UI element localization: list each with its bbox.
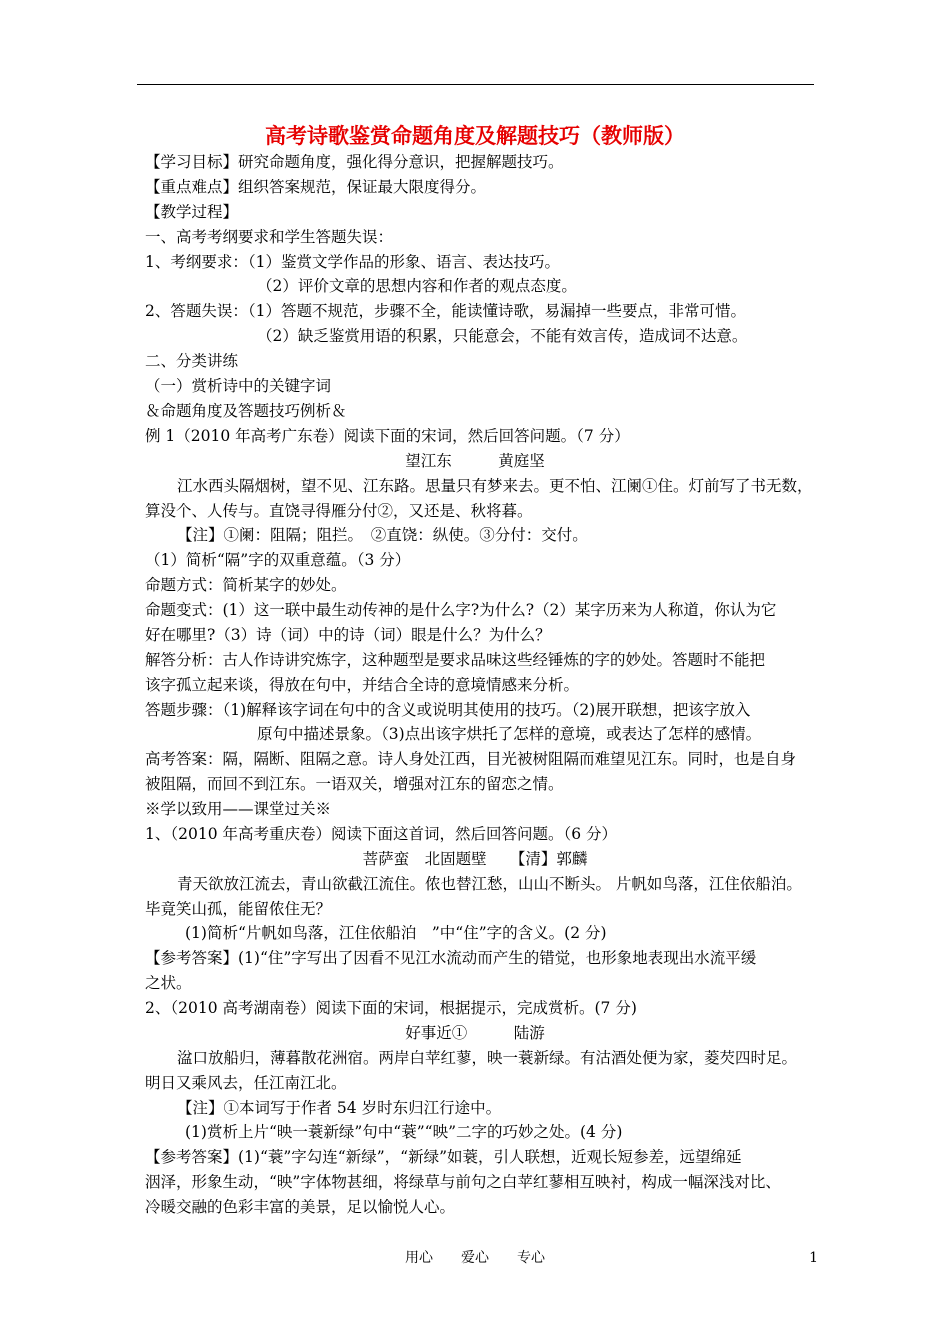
page-number: 1 [809,1250,818,1266]
section-heading-two: 二、分类讲练 [145,352,239,370]
line-answer-analysis-cont: 该字孤立起来谈，得放在句中，并结合全诗的意境情感来分析。 [145,676,580,694]
line-syllabus-1: 1、考纲要求：（1）鉴赏文学作品的形象、语言、表达技巧。 [145,253,560,271]
poem-text-2-cont: 毕竟笑山孤，能留侬住无？ [145,900,332,918]
poem-text-2: 青天欲放江流去，青山欲截江流住。侬也替江愁，山山不断头。 片帆如鸟落，江住依船泊。 [177,875,802,893]
line-exam-answer-cont: 被阻隔，而回不到江东。一语双关，增强对江东的留恋之情。 [145,775,564,793]
question-1: （1）简析“隔”字的双重意蕴。（3 分） [145,551,411,569]
line-answer-steps-cont: 原句中描述景象。（3)点出该字烘托了怎样的意境，或表达了怎样的感情。 [257,725,762,743]
line-question-variant-cont: 好在哪里?（3）诗（词）中的诗（词）眼是什么？为什么？ [145,626,551,644]
reference-answer-2-cont: 洇泽，形象生动，“映”字体物甚细，将绿草与前句之白苹红蓼相互映衬，构成一幅深浅对比、 [145,1173,781,1191]
poem-note-1: 【注】①阑：阻隔；阻拦。 ②直饶：纵使。③分付：交付。 [177,526,588,544]
poem-title-1: 望江东 黄庭坚 [405,452,545,470]
line-errors-2: （2）缺乏鉴赏用语的积累，只能意会，不能有效言传，造成词不达意。 [257,327,748,345]
line-exam-answer: 高考答案：隔，隔断、阻隔之意。诗人身处江西，目光被树阻隔而难望见江东。同时，也是自身 [145,750,797,768]
line-learning-goal: 【学习目标】研究命题角度，强化得分意识，把握解题技巧。 [145,153,564,171]
line-question-method: 命题方式：简析某字的妙处。 [145,576,347,594]
line-practice-heading: ※学以致用——课堂过关※ [145,800,332,818]
question-3: (1)赏析上片“映一蓑新绿”句中“蓑”“映”二字的巧妙之处。(4 分) [185,1123,623,1141]
poem-text-3: 湓口放船归，薄暮散花洲宿。两岸白苹红蓼，映一蓑新绿。有沽酒处便为家，菱芡四时足。 [177,1049,798,1067]
poem-title-2: 菩萨蛮 北固题壁 【清】郭麟 [362,850,588,868]
line-errors-1: 2、答题失误：（1）答题不规范，步骤不全，能读懂诗歌，易漏掉一些要点，非常可惜。 [145,302,746,320]
line-syllabus-2: （2）评价文章的思想内容和作者的观点态度。 [257,277,577,295]
poem-note-3: 【注】①本词写于作者 54 岁时东归江行途中。 [177,1099,502,1117]
line-practice-2: 2、（2010 高考湖南卷）阅读下面的宋词，根据提示，完成赏析。(7 分) [145,999,637,1017]
poem-text-1-cont: 算没个、人传与。直饶寻得雁分付②，又还是、秋将暮。 [145,502,533,520]
reference-answer-1: 【参考答案】(1)“住”字写出了因看不见江水流动而产生的错觉，也形象地表现出水流平缓 [145,949,757,967]
line-practice-1: 1、（2010 年高考重庆卷）阅读下面这首词，然后回答问题。（6 分） [145,825,618,843]
line-key-difficulty: 【重点难点】组织答案规范，保证最大限度得分。 [145,178,487,196]
line-example-1: 例 1（2010 年高考广东卷）阅读下面的宋词，然后回答问题。（7 分） [145,427,630,445]
page-title: 高考诗歌鉴赏命题角度及解题技巧（教师版） [265,123,685,148]
line-question-variant: 命题变式：(1）这一联中最生动传神的是什么字?为什么?（2）某字历来为人称道，你认为它 [145,601,777,619]
header-rule [137,84,814,85]
line-answer-steps: 答题步骤：（1)解释该字词在句中的含义或说明其使用的技巧。（2)展开联想，把该字放入 [145,701,751,719]
page-footer: 用心 爱心 专心 [405,1250,545,1266]
line-teaching-process: 【教学过程】 [145,203,239,221]
line-analysis-heading: ＆命题角度及答题技巧例析＆ [145,402,347,420]
poem-text-3-cont: 明日又乘风去，任江南江北。 [145,1074,347,1092]
poem-title-3: 好事近① 陆游 [405,1024,545,1042]
reference-answer-1-cont: 之状。 [145,974,192,992]
reference-answer-2-end: 冷暖交融的色彩丰富的美景，足以愉悦人心。 [145,1198,456,1216]
subsection-heading: （一）赏析诗中的关键字词 [145,377,332,395]
reference-answer-2: 【参考答案】(1)“蓑”字勾连“新绿”，“新绿”如蓑，引人联想，近观长短参差，远望绵延 [145,1148,742,1166]
question-2: (1)简析“片帆如鸟落，江住依船泊 ”中“住”字的含义。(2 分) [185,924,607,942]
poem-text-1: 江水西头隔烟树，望不见、江东路。思量只有梦来去。更不怕、江阑①住。灯前写了书无数， [177,477,813,495]
line-answer-analysis: 解答分析：古人作诗讲究炼字，这种题型是要求品味这些经锤炼的字的妙处。答题时不能把 [145,651,766,669]
section-heading-one: 一、高考考纲要求和学生答题失误： [145,228,394,246]
